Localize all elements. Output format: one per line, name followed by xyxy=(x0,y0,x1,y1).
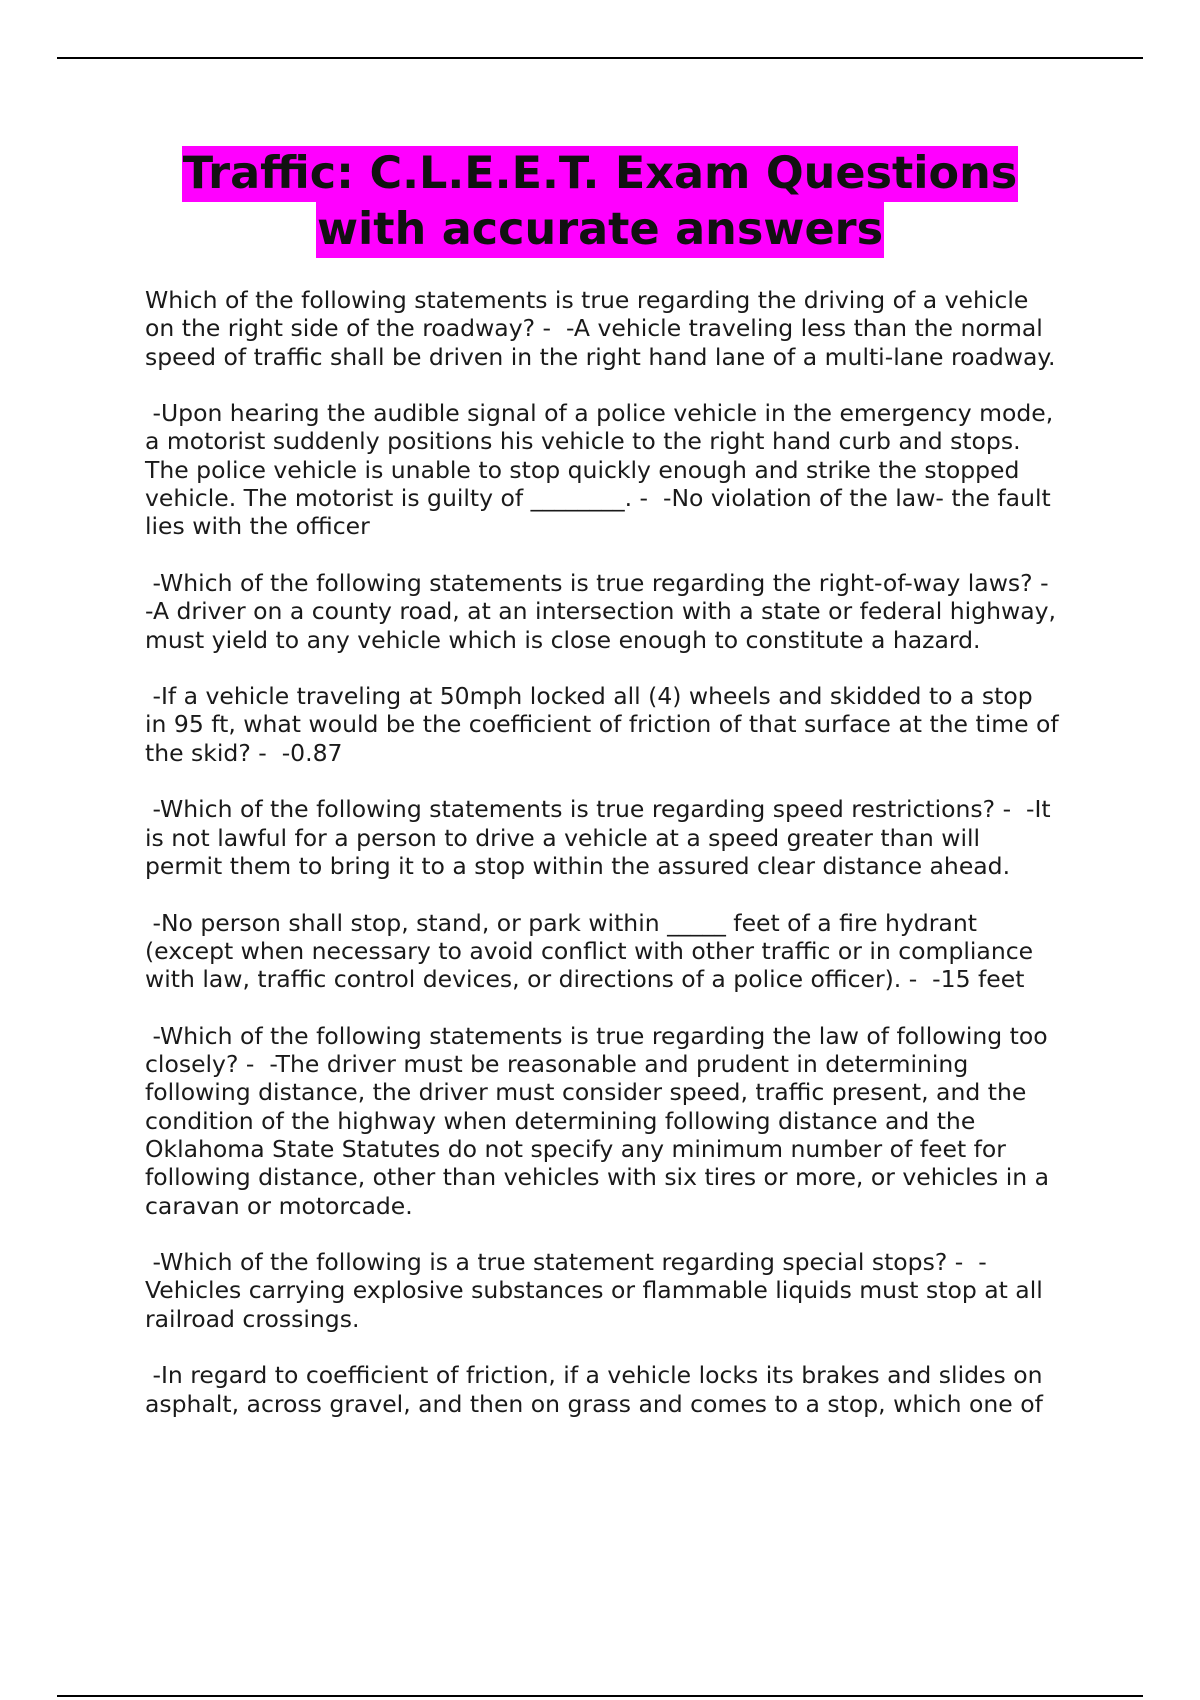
paragraph-line: following distance, other than vehicles with six tires or more, or vehicles in a xyxy=(145,1163,1050,1192)
paragraph-line: must yield to any vehicle which is close enough to constitute a hazard. xyxy=(145,625,981,654)
qa-paragraph xyxy=(145,569,1095,654)
document-body xyxy=(145,286,1095,1446)
qa-paragraph xyxy=(145,1022,1095,1220)
paragraph-line: speed of traffic shall be driven in the right hand lane of a multi-lane roadway. xyxy=(145,342,1056,371)
paragraph-line: permit them to bring it to a stop within the assured clear distance ahead. xyxy=(145,851,1011,880)
paragraph-line: -A driver on a county road, at an intersection with a state or federal highway, xyxy=(145,597,1057,626)
paragraph-line: Oklahoma State Statutes do not specify any minimum number of feet for xyxy=(145,1134,1006,1163)
paragraph-line: -In regard to coefficient of friction, if a vehicle locks its brakes and slides on xyxy=(145,1361,1043,1390)
title-line-2: with accurate answers xyxy=(316,202,884,258)
qa-paragraph xyxy=(145,399,1095,540)
title-line-1: Traffic: C.L.E.E.T. Exam Questions xyxy=(182,146,1019,202)
paragraph-line: -Which of the following statements is true regarding speed restrictions? - -It xyxy=(145,795,1051,824)
paragraph-line: following distance, the driver must consider speed, traffic present, and the xyxy=(145,1078,1027,1107)
paragraph-line: caravan or motorcade. xyxy=(145,1191,413,1220)
paragraph-line: the skid? - -0.87 xyxy=(145,738,343,767)
paragraph-line: condition of the highway when determining following distance and the xyxy=(145,1106,976,1135)
paragraph-line: -Upon hearing the audible signal of a police vehicle in the emergency mode, xyxy=(145,399,1054,428)
top-divider xyxy=(57,57,1143,59)
paragraph-line: is not lawful for a person to drive a vehicle at a speed greater than will xyxy=(145,823,981,852)
paragraph-line: Vehicles carrying explosive substances or flammable liquids must stop at all xyxy=(145,1276,1043,1305)
bottom-divider xyxy=(57,1695,1143,1697)
paragraph-line: -If a vehicle traveling at 50mph locked all (4) wheels and skidded to a stop xyxy=(145,682,1033,711)
paragraph-line: -Which of the following statements is true regarding the law of following too xyxy=(145,1021,1048,1050)
paragraph-line: (except when necessary to avoid conflict with other traffic or in compliance xyxy=(145,936,1034,965)
document-title xyxy=(100,146,1100,258)
paragraph-line: closely? - -The driver must be reasonable and prudent in determining xyxy=(145,1050,969,1079)
paragraph-line: a motorist suddenly positions his vehicle to the right hand curb and stops. xyxy=(145,427,1021,456)
paragraph-line: Which of the following statements is true regarding the driving of a vehicle xyxy=(145,286,1029,314)
paragraph-line: -No person shall stop, stand, or park within _____ feet of a fire hydrant xyxy=(145,908,977,937)
paragraph-line: vehicle. The motorist is guilty of ________. - -No violation of the law- the fault xyxy=(145,484,1051,513)
paragraph-line: on the right side of the roadway? - -A vehicle traveling less than the normal xyxy=(145,314,1043,343)
qa-paragraph xyxy=(145,682,1095,767)
paragraph-line: -Which of the following statements is true regarding the right-of-way laws? - xyxy=(145,568,1049,597)
qa-paragraph xyxy=(145,909,1095,994)
paragraph-line: in 95 ft, what would be the coefficient of friction of that surface at the time of xyxy=(145,710,1059,739)
qa-paragraph xyxy=(145,1248,1095,1333)
qa-paragraph xyxy=(145,1361,1095,1418)
qa-paragraph xyxy=(145,795,1095,880)
qa-paragraph xyxy=(145,286,1095,371)
paragraph-line: railroad crossings. xyxy=(145,1304,360,1333)
paragraph-line: with law, traffic control devices, or directions of a police officer). - -15 feet xyxy=(145,965,1025,994)
paragraph-line: asphalt, across gravel, and then on grass and comes to a stop, which one of xyxy=(145,1389,1043,1418)
paragraph-line: The police vehicle is unable to stop quickly enough and strike the stopped xyxy=(145,455,1020,484)
paragraph-line: lies with the officer xyxy=(145,512,370,541)
paragraph-line: -Which of the following is a true statement regarding special stops? - - xyxy=(145,1248,987,1277)
